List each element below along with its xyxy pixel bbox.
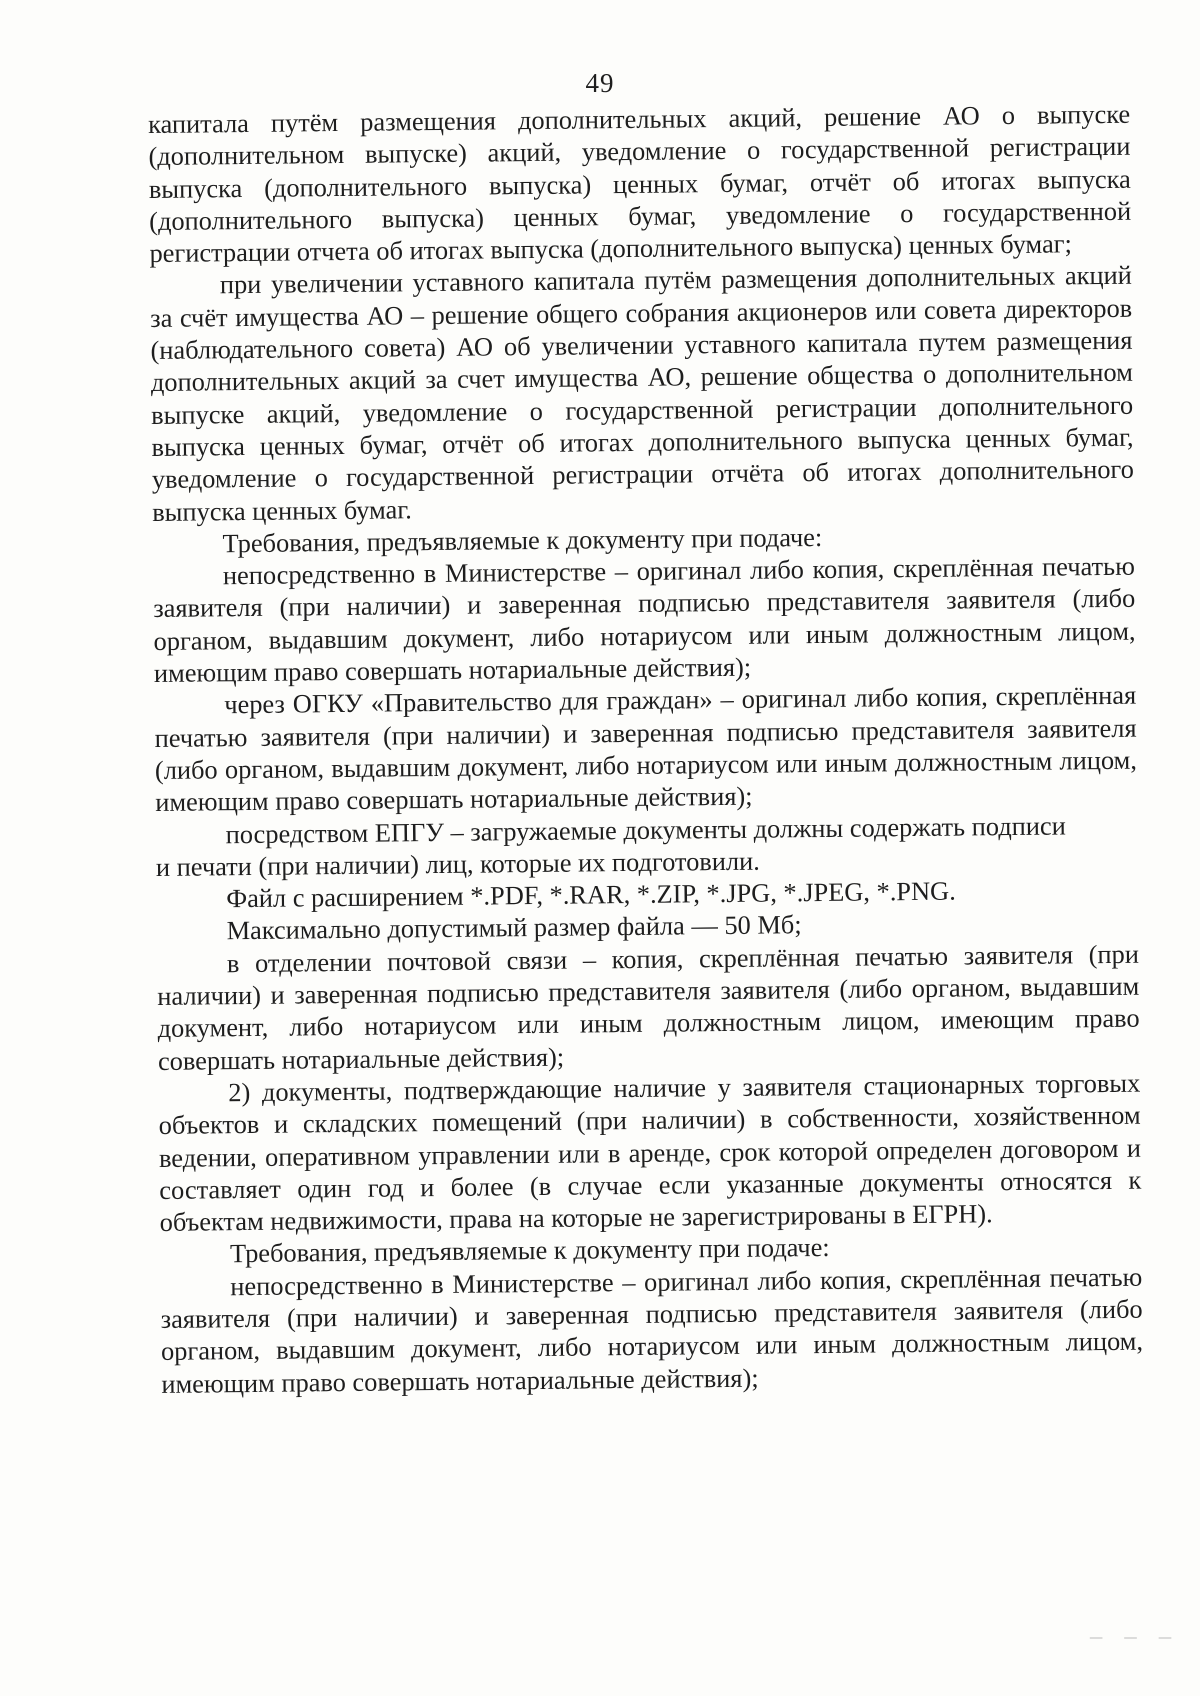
paragraph-epgu-seals: и печати (при наличии) лиц, которые их подготовили. (155, 845, 760, 882)
page-number: 49 (585, 68, 615, 98)
paragraph-ogku-submission: через ОГКУ «Правительство для граждан» – оригинал либо копия, скреплённая печатью заявителя (при наличии) и заверенная подписью представителя заявителя (либо органом, выдавшим документ, либо нотариусом или иным должностным лицом, имеющим право совершать нотариальные действия); (154, 680, 1138, 818)
document-body (148, 98, 1143, 1400)
paragraph-continuation: капитала путём размещения дополнительных акций, решение АО о выпуске (дополнительном выпуске) акций, уведомление о государственной регистрации выпуска (дополнительного выпуска) ценных бумаг, отчёт об итогах выпуска (дополнительного выпуска) ценных бумаг, уведомление о государственной регистрации отчета об итогах выпуска (дополнительного выпуска) ценных бумаг; (148, 98, 1132, 269)
paragraph-epgu-submission: посредством ЕПГУ – загружаемые документы должны содержать подписи (225, 809, 1066, 849)
paragraph-max-file-size: Максимально допустимый размер файла — 50 Мб; (226, 909, 802, 946)
paragraph-item-2-documents: 2) документы, подтверждающие наличие у заявителя стационарных торговых объектов и складских помещений (при наличии) в собственности, хозяйственном ведении, оперативном управлении или в аренде, срок которой определен договором и составляет один год и более (в случае если указанные документы относятся к объектам недвижимости, права на которые не зарегистрированы в ЕГРН). (158, 1067, 1142, 1238)
paragraph-ministry-submission-2: непосредственно в Министерстве – оригинал либо копия, скреплённая печатью заявителя (при наличии) и заверенная подписью представителя заявителя (либо органом, выдавшим документ, либо нотариусом или иным должностным лицом, имеющим право совершать нотариальные действия); (160, 1261, 1144, 1399)
paragraph-requirements-heading: Требования, предъявляемые к документу при подаче: (222, 521, 823, 559)
paragraph-requirements-heading-2: Требования, предъявляемые к документу при подаче: (229, 1232, 830, 1269)
scan-edge-mark: — — — (1089, 1630, 1180, 1646)
paragraph-file-extensions: Файл с расширением *.PDF, *.RAR, *.ZIP, *.JPG, *.JPEG, *.PNG. (226, 875, 956, 914)
paragraph-capital-increase: при увеличении уставного капитала путём размещения дополнительных акций за счёт имущества АО – решение общего собрания акционеров или совета директоров (наблюдательного совета) АО об увеличении уставного капитала путем размещения дополнительных акций за счет имущества АО, решение общества о дополнительном выпуске акций, уведомление о государственной регистрации дополнительного выпуска ценных бумаг, отчёт об итогах дополнительного выпуска ценных бумаг, уведомление о государственной регистрации отчёта об итогах дополнительного выпуска ценных бумаг. (150, 260, 1134, 527)
paragraph-ministry-submission: непосредственно в Министерстве – оригинал либо копия, скреплённая печатью заявителя (при наличии) и заверенная подписью представителя заявителя (либо органом, выдавшим документ, либо нотариусом или иным должностным лицом, имеющим право совершать нотариальные действия); (153, 550, 1136, 689)
paragraph-post-office-submission: в отделении почтовой связи – копия, скреплённая печатью заявителя (при наличии) и заверенная подписью представителя заявителя (либо органом, выдавшим документ, либо нотариусом или иным должностным лицом, имеющим право совершать нотариальные действия); (157, 938, 1140, 1076)
